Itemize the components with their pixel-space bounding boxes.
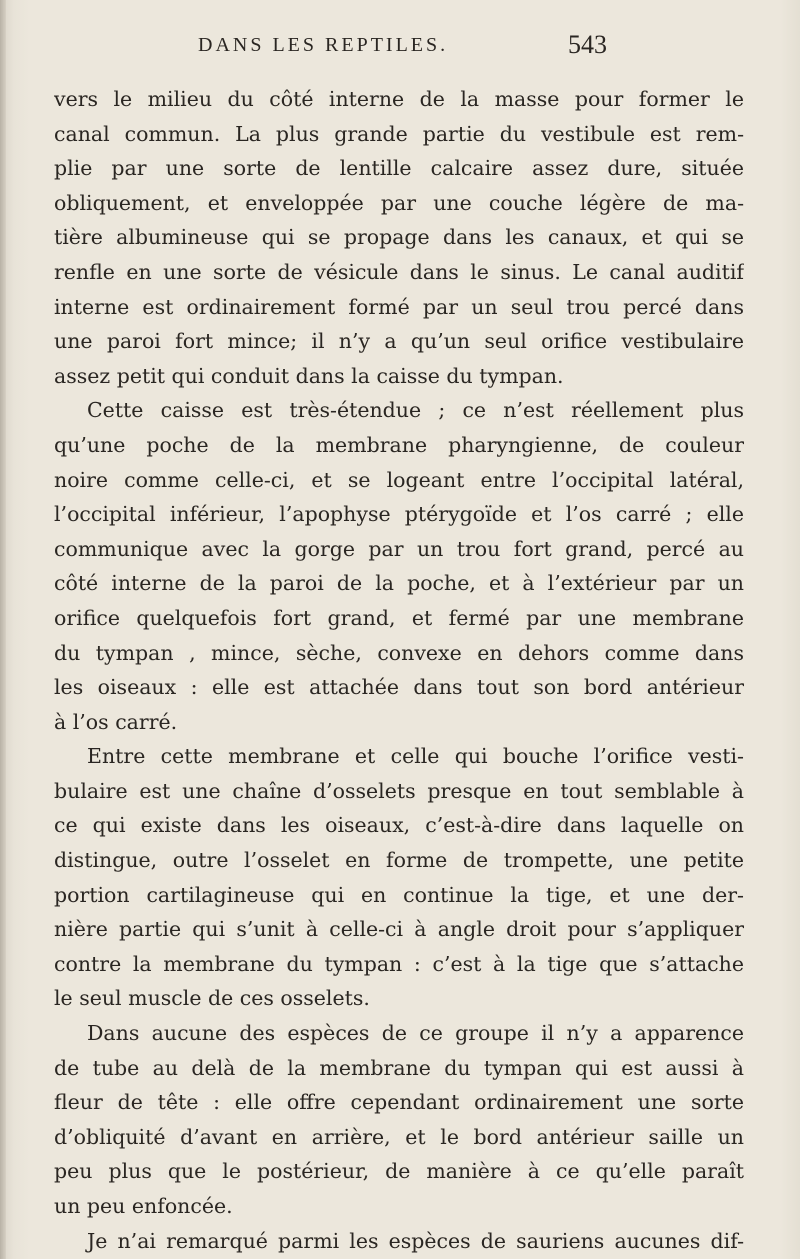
text-line: l’occipital inférieur, l’apophyse ptérygoïde et l’os carré ; elle bbox=[54, 502, 744, 527]
text-line: portion cartilagineuse qui en continue la tige, et une der- bbox=[54, 882, 744, 907]
text-line: noire comme celle-ci, et se logeant entre l’occipital latéral, bbox=[54, 467, 744, 492]
text-line: contre la membrane du tympan : c’est à la tige que s’attache bbox=[54, 951, 744, 976]
text-line: bulaire est une chaîne d’osselets presque en tout semblable à bbox=[54, 778, 744, 803]
text-line: obliquement, et enveloppée par une couche légère de ma- bbox=[54, 190, 744, 215]
text-line: communique avec la gorge par un trou fort grand, percé au bbox=[54, 536, 744, 561]
paragraph-end-line: assez petit qui conduit dans la caisse du tympan. bbox=[54, 363, 564, 388]
running-title: DANS LES REPTILES. bbox=[198, 34, 449, 56]
paragraph-start-line: Dans aucune des espèces de ce groupe il n’y a apparence bbox=[87, 1021, 744, 1046]
text-line: fleur de tête : elle offre cependant ordinairement une sorte bbox=[54, 1090, 744, 1115]
text-line: interne est ordinairement formé par un seul trou percé dans bbox=[54, 294, 744, 319]
text-line: vers le milieu du côté interne de la masse pour former le bbox=[54, 87, 744, 111]
text-line: nière partie qui s’unit à celle-ci à angle droit pour s’appliquer bbox=[54, 917, 744, 942]
text-line: d’obliquité d’avant en arrière, et le bord antérieur saille un bbox=[54, 1124, 744, 1149]
text-line: plie par une sorte de lentille calcaire assez dure, située bbox=[54, 156, 744, 181]
text-line: du tympan , mince, sèche, convexe en dehors comme dans bbox=[54, 640, 744, 665]
text-line: une paroi fort mince; il n’y a qu’un seul orifice vestibulaire bbox=[54, 329, 744, 354]
text-line: renfle en une sorte de vésicule dans le sinus. Le canal auditif bbox=[54, 259, 744, 284]
page-spine-shadow bbox=[0, 0, 6, 1259]
text-line: canal commun. La plus grande partie du vestibule est rem- bbox=[54, 121, 744, 146]
text-line: distingue, outre l’osselet en forme de trompette, une petite bbox=[54, 848, 744, 873]
page-header bbox=[0, 30, 800, 64]
text-line: tière albumineuse qui se propage dans les canaux, et qui se bbox=[54, 225, 744, 250]
paragraph-end-line: à l’os carré. bbox=[54, 709, 178, 734]
text-line: peu plus que le postérieur, de manière à ce qu’elle paraît bbox=[54, 1159, 744, 1184]
text-line: ce qui existe dans les oiseaux, c’est-à-dire dans laquelle on bbox=[54, 813, 744, 838]
page-number: 543 bbox=[568, 30, 607, 59]
text-line: côté interne de la paroi de la poche, et à l’extérieur par un bbox=[54, 571, 744, 596]
body-text bbox=[54, 82, 744, 1258]
paragraph-end-line: un peu enfoncée. bbox=[54, 1194, 233, 1218]
paragraph-end-line: le seul muscle de ces osselets. bbox=[54, 986, 370, 1011]
paragraph-start-line: Je n’ai remarqué parmi les espèces de sauriens aucunes dif- bbox=[87, 1228, 744, 1253]
text-line: de tube au delà de la membrane du tympan qui est aussi à bbox=[54, 1055, 744, 1080]
text-line: qu’une poche de la membrane pharyngienne, de couleur bbox=[54, 432, 744, 457]
text-line: orifice quelquefois fort grand, et fermé par une membrane bbox=[54, 605, 744, 630]
paragraph-start-line: Cette caisse est très-étendue ; ce n’est réellement plus bbox=[87, 398, 744, 423]
paragraph-start-line: Entre cette membrane et celle qui bouche l’orifice vesti- bbox=[87, 744, 744, 769]
text-line: les oiseaux : elle est attachée dans tout son bord antérieur bbox=[54, 675, 744, 700]
